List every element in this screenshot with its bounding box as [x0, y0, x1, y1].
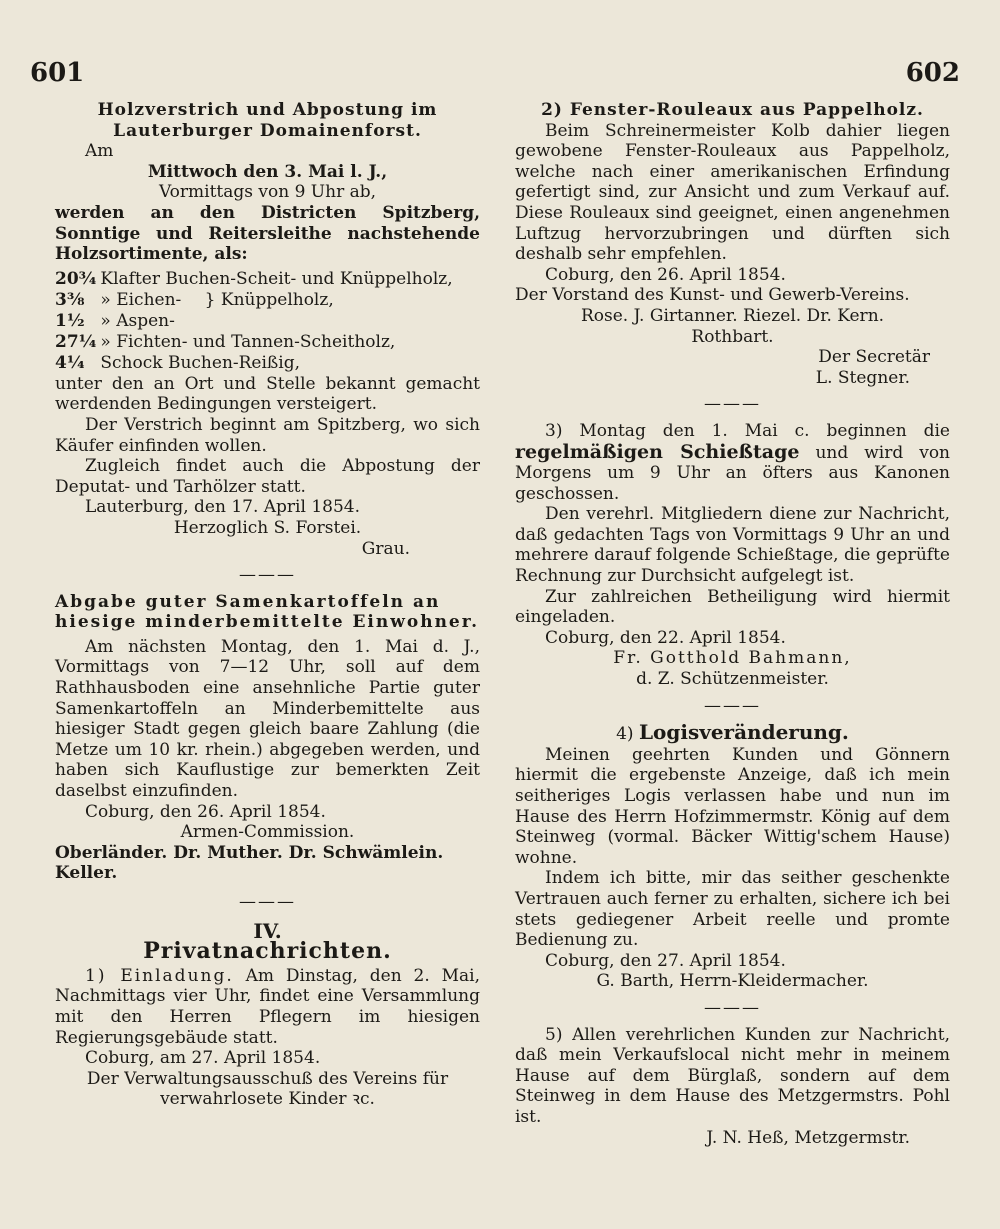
ad-shooting-bold: regelmäßigen Schießtage: [515, 440, 800, 463]
description: » Aspen-: [100, 310, 175, 331]
ad-rouleaux-names: Rose. J. Girtanner. Riezel. Dr. Kern.: [580, 305, 885, 326]
ad-rouleaux-office: Der Vorstand des Kunst- und Gewerb-Vereins.: [515, 285, 910, 306]
ad-shooting-place: Coburg, den 22. April 1854.: [545, 627, 786, 648]
notice-signature: Grau.: [361, 538, 410, 559]
wood-assortment-table: [55, 269, 457, 374]
separator: ———: [704, 394, 761, 415]
invitation-signature: Der Verwaltungsausschuß des Vereins für verwahrlosete Kinder ꝛc.: [86, 1068, 449, 1110]
quantity: 27¼: [55, 331, 97, 352]
quantity: 3⅜: [55, 289, 85, 310]
separator: ———: [704, 695, 761, 716]
section-title-private: Privatnachrichten.: [143, 938, 392, 965]
separator: ———: [239, 892, 296, 912]
notice-conditions: unter den an Ort und Stelle bekannt gemacht werdenden Bedingungen versteigert.: [55, 373, 480, 415]
description: [100, 290, 456, 311]
ad-lodging-body: Meinen geehrten Kunden und Gönnern hiermit die ergebenste Anzeige, daß ich mein seitheriges Logis verlassen habe und nun im Hause des Herrn Hofzimmermstr. König auf dem Steinweg (vormal. Bäcker Wittig'schem Hause) wohne.: [515, 744, 950, 868]
table-row: [55, 353, 457, 374]
left-column: [55, 100, 480, 1110]
ad-butcher-signature: J. N. Heß, Metzgermstr.: [706, 1127, 910, 1148]
ad-lodging-place: Coburg, den 27. April 1854.: [545, 950, 786, 971]
quantity: 1½: [55, 310, 85, 331]
separator: ———: [239, 565, 296, 586]
ad-shooting-name: Fr. Gotthold Bahmann,: [613, 648, 852, 669]
quantity: 20¾: [55, 268, 97, 289]
section-roman-numeral: IV.: [253, 918, 282, 943]
description: » Fichten- und Tannen-Scheitholz,: [100, 331, 396, 352]
notice-potatoes-office: Armen-Commission.: [180, 822, 355, 843]
notice-date: Mittwoch den 3. Mai l. J.,: [147, 161, 388, 182]
notice-title-potatoes: Abgabe guter Samenkartoffeln an hiesige minderbemittelte Einwohner.: [55, 591, 480, 633]
ad-lodging-title: Logisveränderung.: [638, 720, 849, 745]
ad-rouleaux-secretary-title: Der Secretär: [818, 347, 930, 368]
ad-lodging-signature: G. Barth, Herrn-Kleidermacher.: [596, 971, 869, 992]
quantity: 4¼: [55, 352, 85, 373]
description: Klafter Buchen-Scheit- und Knüppelholz,: [100, 268, 453, 289]
right-column: [515, 100, 950, 1148]
table-row: [55, 290, 457, 311]
ad-lodging-body2: Indem ich bitte, mir das seither geschenkte Vertrauen auch ferner zu erhalten, sichere ich bei stets gediegener Arbeit reelle und promte Bedienung zu.: [515, 868, 950, 951]
page-number-right: 602: [905, 58, 960, 88]
description: Schock Buchen-Reißig,: [100, 352, 301, 373]
notice-am: Am: [85, 141, 114, 162]
ad-rouleaux-name2: Rothbart.: [691, 326, 774, 347]
ad-shooting-lead: 3) Montag den 1. Mai c. beginnen die: [545, 420, 950, 441]
ad-lodging-num: 4): [616, 724, 634, 745]
ad-title-rouleaux: 2) Fenster-Rouleaux aus Pappelholz.: [541, 100, 924, 120]
notice-intro: werden an den Districten Spitzberg, Sonntige und Reitersleithe nachstehende Holzsortimente, als:: [55, 202, 480, 265]
notice-place-date: Lauterburg, den 17. April 1854.: [85, 497, 361, 518]
notice-potatoes-place: Coburg, den 26. April 1854.: [85, 801, 326, 822]
ad-shooting: [515, 421, 950, 504]
table-row: [55, 332, 457, 353]
private-notice-1: [55, 966, 480, 1048]
notice-time: Vormittags von 9 Uhr ab,: [158, 182, 377, 203]
notice-also: Zugleich findet auch die Abpostung der Deputat- und Tarhölzer statt.: [55, 456, 480, 497]
ad-shooting-body2: Den verehrl. Mitgliedern diene zur Nachricht, daß gedachten Tags von Vormittags 9 Uhr an und mehrere darauf folgende Schießtage, die geprüfte Rechnung zur Durchsicht aufgelegt ist.: [515, 504, 950, 587]
description-text: » Eichen-: [100, 289, 182, 310]
separator: ———: [704, 997, 761, 1018]
ad-lodging-heading: [515, 722, 950, 745]
invitation-text: Am Dinstag, den 2. Mai, Nachmittags vier Uhr, findet eine Versammlung mit den Herren Pflegern im hiesigen Regierungsgebäude statt.: [55, 965, 481, 1048]
notice-office: Herzoglich S. Forstei.: [173, 517, 362, 538]
invitation-place: Coburg, am 27. April 1854.: [85, 1048, 321, 1069]
ad-butcher-body: 5) Allen verehrlichen Kunden zur Nachricht, daß mein Verkaufslocal nicht mehr in meinem Hause auf dem Bürglaß, sondern auf dem Steinweg in dem Hause des Metzgermstrs. Pohl ist.: [515, 1024, 950, 1127]
brace-label: } Knüppelholz,: [204, 289, 334, 310]
table-row: [55, 269, 457, 290]
notice-title-wood-auction: Holzverstrich und Abpostung im Lauterburger Domainenforst.: [97, 100, 438, 141]
ad-rouleaux-place: Coburg, den 26. April 1854.: [545, 264, 786, 285]
ad-shooting-rest: und wird von Morgens um 9 Uhr an öfters aus Kanonen geschossen.: [515, 442, 950, 504]
ad-shooting-body3: Zur zahlreichen Betheiligung wird hiermit eingeladen.: [515, 586, 950, 628]
ad-rouleaux-body: Beim Schreinermeister Kolb dahier liegen gewobene Fenster-Rouleaux aus Pappelholz, welche nach einer amerikanischen Erfindung gefertigt sind, zur Ansicht und zum Verkauf auf. Diese Rouleaux sind geeignet, einen angenehmen Luftzug hervorzubringen und dürften sich deshalb sehr empfehlen.: [515, 120, 950, 265]
page-number-left: 601: [30, 58, 85, 88]
ad-shooting-role: d. Z. Schützenmeister.: [636, 669, 829, 690]
notice-potatoes-body: Am nächsten Montag, den 1. Mai d. J., Vormittags von 7—12 Uhr, soll auf dem Rathhausboden eine ansehnliche Partie guter Samenkartoffeln an Minderbemittelte aus hiesiger Stadt gegen gleich baare Zahlung (die Metze um 10 kr. rhein.) abgegeben werden, und haben sich Kauflustige zur bemerkten Zeit daselbst einzufinden.: [55, 636, 480, 802]
table-row: [55, 311, 457, 332]
notice-potatoes-names: Oberländer. Dr. Muther. Dr. Schwämlein. Keller.: [55, 842, 444, 884]
ad-rouleaux-secretary-name: L. Stegner.: [815, 367, 910, 388]
notice-meeting: Der Verstrich beginnt am Spitzberg, wo sich Käufer einfinden wollen.: [55, 414, 480, 456]
label-invitation: 1) Einladung.: [85, 965, 234, 986]
